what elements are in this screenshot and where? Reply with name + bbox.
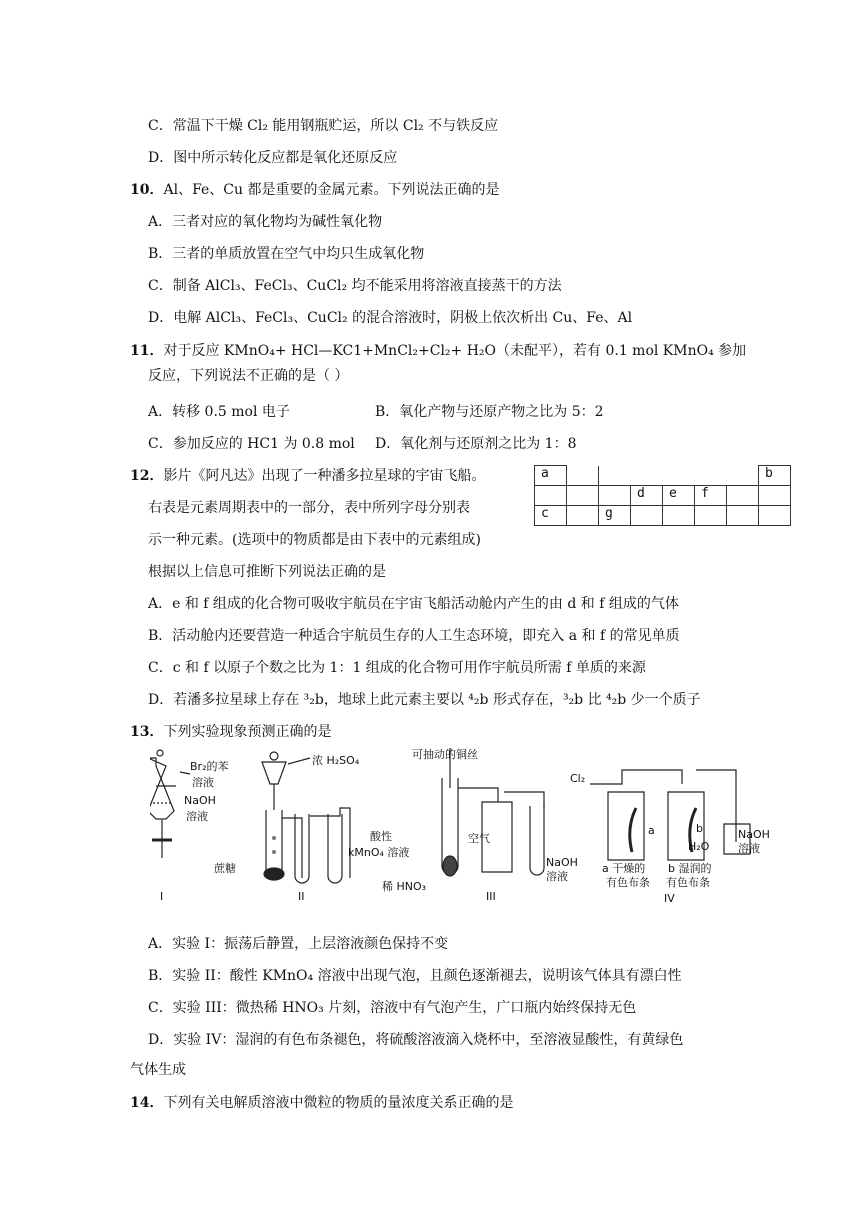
q12-option-c: C．c 和 f 以原子个数之比为 1：1 组成的化合物可用作宇航员所需 f 单质的来源 <box>148 660 646 676</box>
table-cell: d <box>631 486 663 506</box>
q14-stem <box>130 1093 513 1113</box>
label-wet-cloth-1: b 湿润的 <box>668 862 712 875</box>
q13-option-d-line1: D．实验 IV：湿润的有色布条褪色，将硫酸溶液滴入烧杯中，至溶液显酸性，有黄绿色 <box>148 1032 684 1048</box>
table-cell <box>759 506 791 526</box>
table-cell <box>727 506 759 526</box>
q10-stem-text: Al、Fe、Cu 都是重要的金属元素。下列说法正确的是 <box>163 182 500 198</box>
q9-option-c: C．常温下干燥 Cl₂ 能用钢瓶贮运，所以 Cl₂ 不与铁反应 <box>148 118 499 134</box>
table-cell <box>663 506 695 526</box>
table-cell: c <box>535 506 567 526</box>
label-solution-2: 溶液 <box>186 810 208 823</box>
periodic-table-fragment <box>534 465 791 526</box>
table-cell: e <box>663 486 695 506</box>
q13-option-b: B．实验 II：酸性 KMnO₄ 溶液中出现气泡，且颜色逐渐褪去，说明该气体具有漂白性 <box>148 968 682 984</box>
q10-option-c: C．制备 AlCl₃、FeCl₃、CuCl₂ 均不能采用将溶液直接蒸干的方法 <box>148 278 562 294</box>
label-naoh-3: NaOH <box>546 856 578 869</box>
q13-number: 13． <box>130 724 164 740</box>
table-row <box>535 486 791 506</box>
label-naoh-4: NaOH <box>738 828 770 841</box>
q10-option-a: A．三者对应的氧化物均为碱性氧化物 <box>148 214 383 230</box>
label-a: a <box>648 824 655 837</box>
q13-option-a: A．实验 I：振荡后静置，上层溶液颜色保持不变 <box>148 936 449 952</box>
label-air: 空气 <box>468 832 490 845</box>
table-cell <box>695 506 727 526</box>
label-h2o: H₂O <box>688 840 710 853</box>
apparatus-4-chlorine-bleaching <box>570 770 770 905</box>
label-movable-copper-wire: 可抽动的铜丝 <box>412 748 478 761</box>
table-cell: f <box>695 486 727 506</box>
q12-option-b: B．活动舱内还要营造一种适合宇航员生存的人工生态环境，即充入 a 和 f 的常见单质 <box>148 628 680 644</box>
q12-option-a: A．e 和 f 组成的化合物可吸收宇航员在宇宙飞船活动舱内产生的由 d 和 f 组成的气体 <box>148 596 679 612</box>
q13-option-c: C．实验 III：微热稀 HNO₃ 片刻，溶液中有气泡产生，广口瓶内始终保持无色 <box>148 1000 637 1016</box>
q11-option-b: B．氧化产物与还原产物之比为 5：2 <box>375 404 604 420</box>
table-cell <box>631 466 663 486</box>
q13-option-d-line2: 气体生成 <box>130 1062 186 1078</box>
table-row <box>535 506 791 526</box>
q12-option-d: D．若潘多拉星球上存在 ³₂b，地球上此元素主要以 ⁴₂b 形式存在，³₂b 比 ⁴₂b 少一个质子 <box>148 692 701 708</box>
experiment-apparatus-figure <box>150 748 770 908</box>
q11-option-a: A．转移 0.5 mol 电子 <box>148 404 290 420</box>
q11-option-d: D．氧化剂与还原剂之比为 1：8 <box>375 436 577 452</box>
table-cell <box>663 466 695 486</box>
label-acidic: 酸性 <box>370 830 392 843</box>
label-solution-3: 溶液 <box>546 870 568 883</box>
label-solution-4: 溶液 <box>738 842 760 855</box>
label-br2-benzene: Br₂的苯 <box>190 760 229 773</box>
table-cell: g <box>599 506 631 526</box>
table-cell <box>535 486 567 506</box>
table-cell <box>759 486 791 506</box>
apparatus-3-copper-wire <box>382 748 578 903</box>
label-cl2: Cl₂ <box>570 772 586 785</box>
label-sucrose: 蔗糖 <box>214 862 236 875</box>
q14-number: 14． <box>130 1095 164 1111</box>
label-kmno4-solution: kMnO₄ 溶液 <box>348 846 410 859</box>
roman-label-2: II <box>298 890 305 903</box>
table-cell <box>567 506 599 526</box>
q11-option-c: C．参加反应的 HC1 为 0.8 mol <box>148 436 355 452</box>
q13-stem-text: 下列实验现象预测正确的是 <box>163 724 332 740</box>
table-cell <box>695 466 727 486</box>
q11-stem-text: 对于反应 KMnO₄+ HCl—KC1+MnCl₂+Cl₂+ H₂O（未配平），若有 0.1 mol KMnO₄ 参加 <box>163 343 747 359</box>
q12-stem-line1 <box>130 466 485 486</box>
q14-stem-text: 下列有关电解质溶液中微粒的物质的量浓度关系正确的是 <box>163 1095 514 1111</box>
label-naoh-1: NaOH <box>184 794 216 807</box>
label-dry-cloth-2: 有色布条 <box>606 876 650 889</box>
roman-label-3: III <box>486 890 496 903</box>
q11-stem-line2: 反应，下列说法不正确的是（ ） <box>148 368 349 384</box>
table-cell <box>599 466 631 486</box>
apparatus-1-separatory-funnel <box>150 750 228 903</box>
table-cell <box>631 506 663 526</box>
roman-label-4: IV <box>664 892 675 905</box>
q11-number: 11． <box>130 343 164 359</box>
q12-stem-line2: 右表是元素周期表中的一部分，表中所列字母分别表 <box>148 500 470 516</box>
label-dilute-hno3: 稀 HNO₃ <box>382 880 427 893</box>
q10-stem <box>130 180 499 200</box>
label-conc-h2so4: 浓 H₂SO₄ <box>312 754 360 767</box>
q10-option-d: D．电解 AlCl₃、FeCl₃、CuCl₂ 的混合溶液时，阴极上依次析出 Cu、Fe、Al <box>148 310 633 326</box>
q12-stem-line4: 根据以上信息可推断下列说法正确的是 <box>148 564 386 580</box>
table-row <box>535 466 791 486</box>
table-cell <box>727 486 759 506</box>
q12-stem-line3: 示一种元素。(选项中的物质都是由下表中的元素组成) <box>148 532 481 548</box>
q10-number: 10． <box>130 182 164 198</box>
q12-stem-text: 影片《阿凡达》出现了一种潘多拉星球的宇宙飞船。 <box>163 468 486 484</box>
q12-number: 12． <box>130 468 164 484</box>
label-b: b <box>696 822 703 835</box>
table-cell: a <box>535 466 567 486</box>
apparatus-2-concentrated-h2so4 <box>214 752 409 903</box>
label-wet-cloth-2: 有色布条 <box>666 876 710 889</box>
roman-label-1: I <box>160 890 164 903</box>
label-dry-cloth-1: a 干燥的 <box>602 862 646 875</box>
table-cell <box>727 466 759 486</box>
q13-stem <box>130 722 331 742</box>
table-cell <box>599 486 631 506</box>
label-solution-1: 溶液 <box>192 776 214 789</box>
table-cell <box>567 486 599 506</box>
q11-stem-line1 <box>130 341 746 361</box>
q9-option-d: D．图中所示转化反应都是氧化还原反应 <box>148 150 398 166</box>
table-cell: b <box>759 466 791 486</box>
table-cell <box>567 466 599 486</box>
q10-option-b: B．三者的单质放置在空气中均只生成氧化物 <box>148 246 425 262</box>
